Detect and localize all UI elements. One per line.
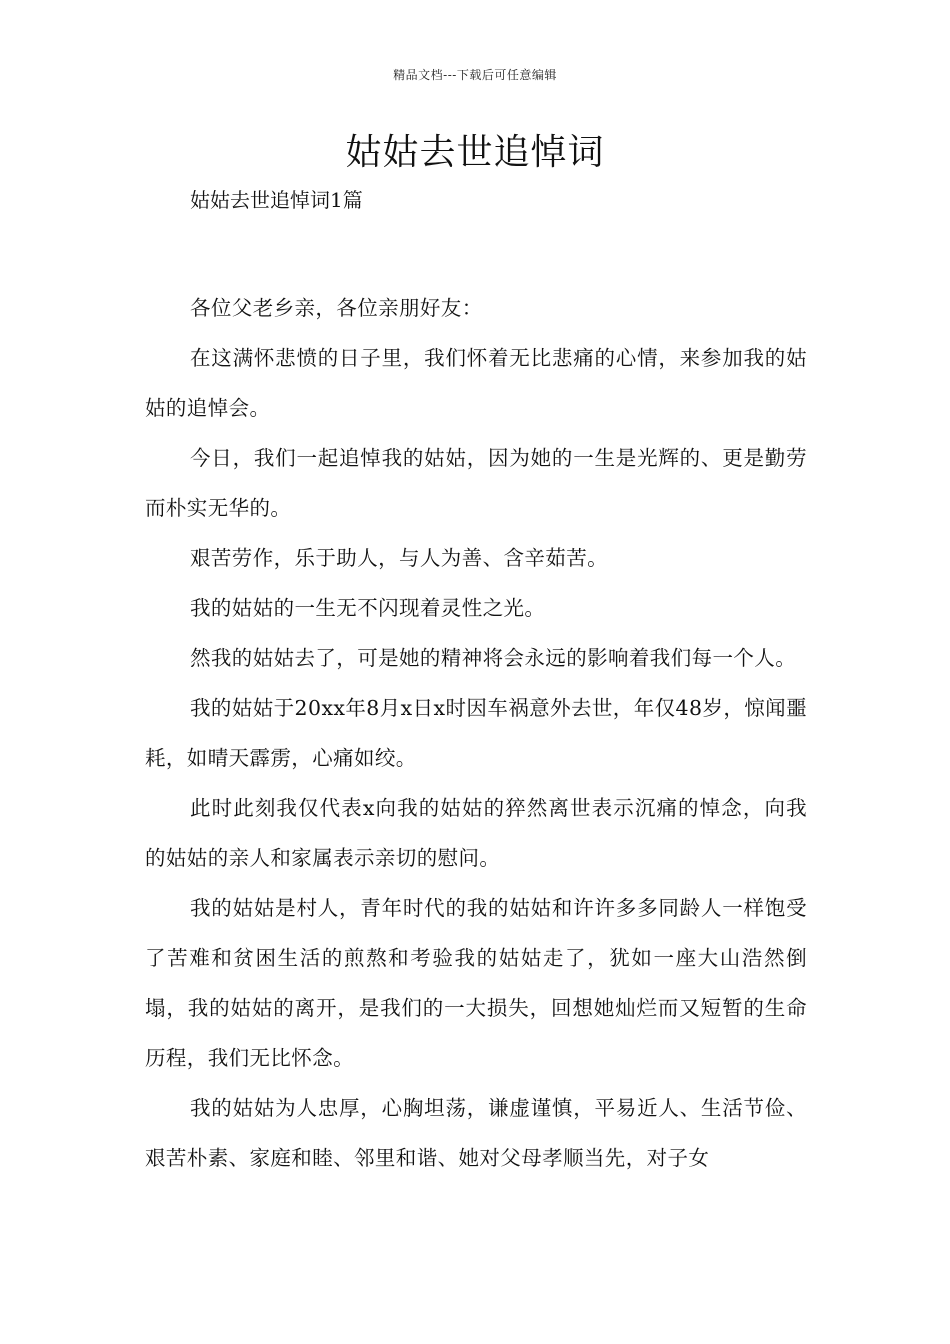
paragraph: 此时此刻我仅代表x向我的姑姑的猝然离世表示沉痛的悼念，向我的姑姑的亲人和家属表示亲切的慰问。 xyxy=(145,796,807,870)
paragraph: 我的姑姑是村人，青年时代的我的姑姑和许许多多同龄人一样饱受了苦难和贫困生活的煎熬和考验我的姑姑走了，犹如一座大山浩然倒塌，我的姑姑的离开，是我们的一大损失，回想她灿烂而又短暂的生命历程，我们无比怀念。 xyxy=(145,896,807,1070)
paragraph-greeting: 各位父老乡亲，各位亲朋好友： xyxy=(190,296,483,320)
paragraph: 然我的姑姑去了，可是她的精神将会永远的影响着我们每一个人。 xyxy=(190,646,797,670)
paragraph: 艰苦劳作，乐于助人，与人为善、含辛茹苦。 xyxy=(190,546,608,570)
document-body xyxy=(145,283,807,1183)
paragraph: 我的姑姑为人忠厚，心胸坦荡，谦虚谨慎，平易近人、生活节俭、艰苦朴素、家庭和睦、邻里和谐、她对父母孝顺当先，对子女 xyxy=(145,1096,807,1170)
document-subtitle: 姑姑去世追悼词1篇 xyxy=(190,188,363,212)
paragraph: 我的姑姑于20xx年8月x日x时因车祸意外去世，年仅48岁，惊闻噩耗，如晴天霹雳，心痛如绞。 xyxy=(145,696,807,770)
paragraph: 今日，我们一起追悼我的姑姑，因为她的一生是光辉的、更是勤劳而朴实无华的。 xyxy=(145,446,807,520)
document-title: 姑姑去世追悼词 xyxy=(345,132,605,173)
paragraph: 我的姑姑的一生无不闪现着灵性之光。 xyxy=(190,596,546,620)
paragraph: 在这满怀悲愤的日子里，我们怀着无比悲痛的心情，来参加我的姑姑的追悼会。 xyxy=(145,346,807,420)
header-note: 精品文档---下载后可任意编辑 xyxy=(393,68,557,82)
